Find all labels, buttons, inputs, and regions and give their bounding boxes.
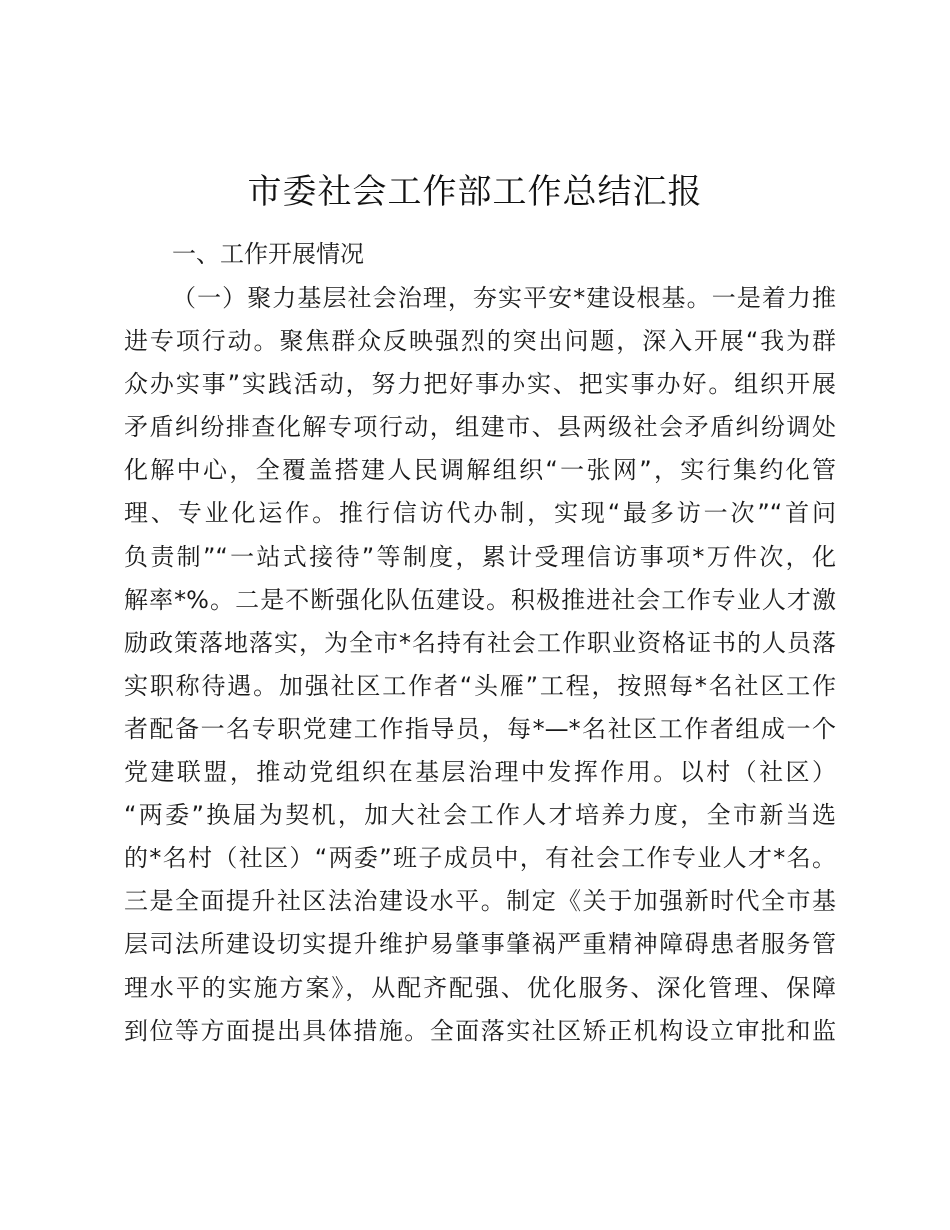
paragraph-line: 的*名村（社区）“两委”班子成员中，有社会工作专业人才*名。	[124, 844, 836, 873]
paragraph-line: 负责制”“一站式接待”等制度，累计受理信访事项*万件次，化	[124, 542, 836, 571]
paragraph-line: 实职称待遇。加强社区工作者“头雁”工程，按照每*名社区工作	[124, 671, 836, 700]
section-heading: 一、工作开展情况	[172, 240, 364, 268]
paragraph-line: 众办实事”实践活动，努力把好事办实、把实事办好。组织开展	[124, 370, 836, 399]
paragraph-line: 进专项行动。聚焦群众反映强烈的突出问题，深入开展“我为群	[124, 327, 836, 356]
paragraph-line: 矛盾纠纷排查化解专项行动，组建市、县两级社会矛盾纠纷调处	[124, 413, 836, 442]
paragraph-line: 层司法所建设切实提升维护易肇事肇祸严重精神障碍患者服务管	[124, 930, 836, 959]
paragraph-line: 理水平的实施方案》，从配齐配强、优化服务、深化管理、保障	[124, 973, 836, 1002]
document-title: 市委社会工作部工作总结汇报	[247, 172, 703, 212]
body-paragraph	[124, 277, 836, 1053]
paragraph-line: 理、专业化运作。推行信访代办制，实现“最多访一次”“首问	[124, 499, 836, 528]
paragraph-line: 化解中心，全覆盖搭建人民调解组织“一张网”，实行集约化管	[124, 456, 836, 485]
paragraph-line: 励政策落地落实，为全市*名持有社会工作职业资格证书的人员落	[124, 628, 836, 657]
paragraph-line: “两委”换届为契机，加大社会工作人才培养力度，全市新当选	[124, 801, 836, 830]
paragraph-line: （一）聚力基层社会治理，夯实平安*建设根基。一是着力推	[172, 284, 836, 312]
paragraph-line: 三是全面提升社区法治建设水平。制定《关于加强新时代全市基	[124, 887, 836, 916]
paragraph-line: 到位等方面提出具体措施。全面落实社区矫正机构设立审批和监	[124, 1016, 836, 1045]
paragraph-line: 解率*%。二是不断强化队伍建设。积极推进社会工作专业人才激	[124, 585, 836, 614]
paragraph-line: 党建联盟，推动党组织在基层治理中发挥作用。以村（社区）	[124, 758, 836, 787]
paragraph-line: 者配备一名专职党建工作指导员，每*—*名社区工作者组成一个	[124, 714, 836, 743]
